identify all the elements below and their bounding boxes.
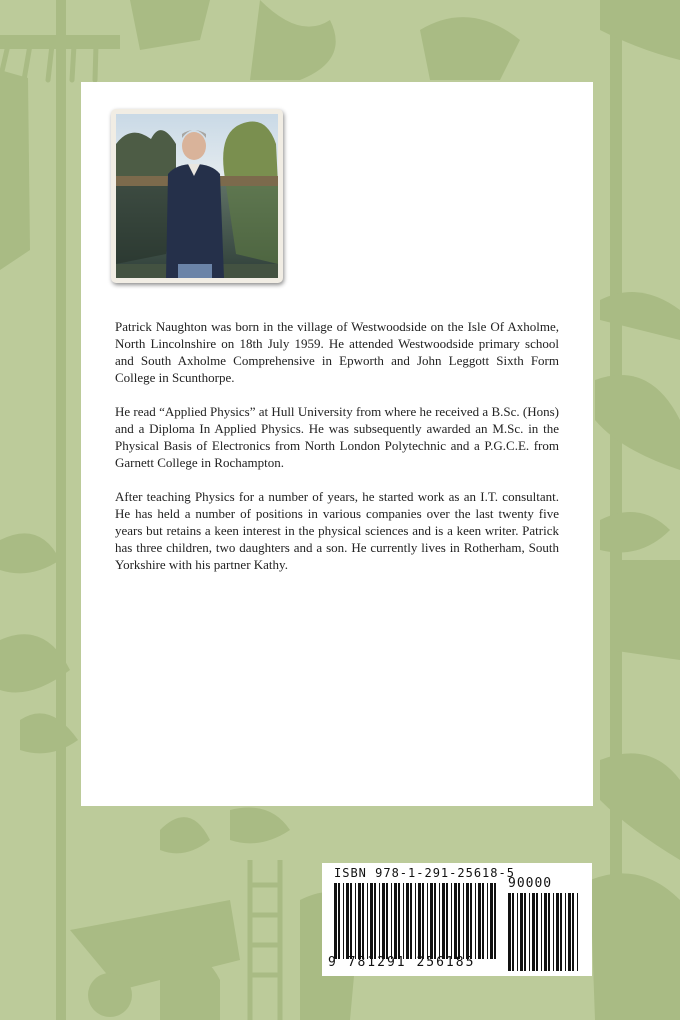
author-biography xyxy=(115,318,559,590)
price-addon-digits: 90000 xyxy=(508,876,553,891)
bio-paragraph-2: He read “Applied Physics” at Hull University from where he received a B.Sc. (Hons) and a Diploma In Applied Physics. He was subsequently awarded an M.Sc. in the Physical Basis of Electronics from North London Polytechnic and a P.G.C.E. from Garnett College in Rochampton. xyxy=(115,404,559,470)
author-bio-panel xyxy=(81,82,593,806)
author-photo-frame xyxy=(111,109,283,283)
isbn-label: ISBN 978-1-291-25618-5 xyxy=(334,866,515,880)
bio-paragraph-3: After teaching Physics for a number of years, he started work as an I.T. consultant. He has held a number of positions in various companies over the last twenty five years but retains a keen interest in the physical sciences and is a keen writer. Patrick has three children, two daughters and a son. He currently lives in Rotherham, South Yorkshire with his partner Kathy. xyxy=(115,489,559,572)
isbn-barcode xyxy=(322,863,592,976)
author-portrait-photo xyxy=(116,114,278,278)
ean-digits: 9 781291 256185 xyxy=(328,955,476,970)
bio-paragraph-1: Patrick Naughton was born in the village of Westwoodside on the Isle Of Axholme, North Lincolnshire on 18th July 1959. He attended Westwoodside primary school and South Axholme Comprehensive in Epworth and John Leggott Sixth Form College in Scunthorpe. xyxy=(115,319,559,385)
